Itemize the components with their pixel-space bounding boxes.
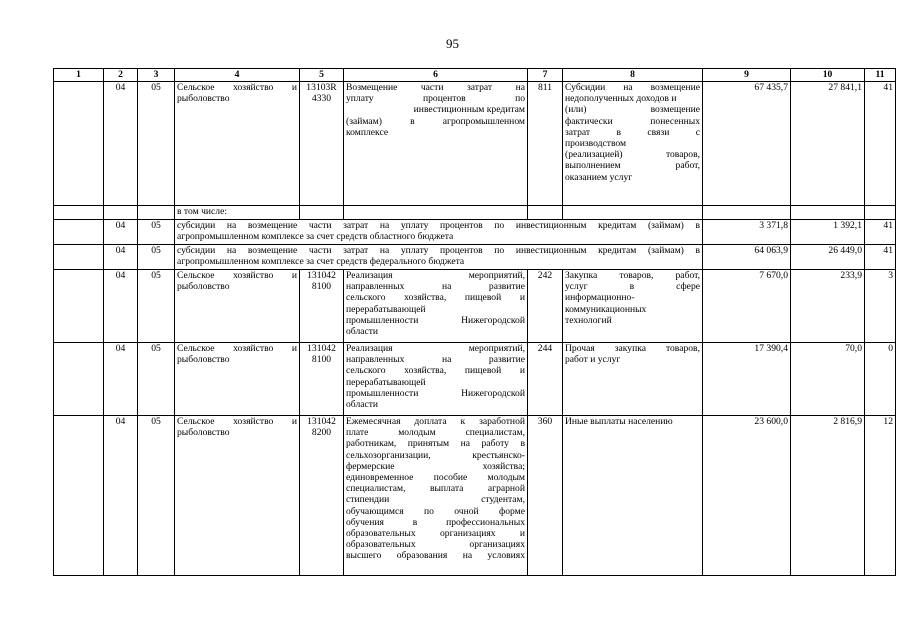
table-row: [54, 220, 896, 245]
cell-percent: 0: [865, 343, 896, 416]
cell-section: 04: [104, 416, 138, 576]
cell-expense-name: Закупка товаров, работ, услуг в сфере информационно- коммуникационных технологий: [563, 270, 703, 343]
col-header-4: 4: [175, 69, 300, 82]
cell-section-name: Сельское хозяйство и рыболовство: [175, 82, 300, 206]
cell-subsection: 05: [138, 220, 175, 245]
cell-target-code: 131042 8100: [300, 343, 344, 416]
cell-including-label: в том числе:: [175, 206, 300, 220]
cell-expense-code: 360: [528, 416, 563, 576]
cell-plan-amount: 64 063,9: [703, 245, 791, 270]
table-row: [54, 270, 896, 343]
table-row: [54, 343, 896, 416]
cell-percent: 41: [865, 245, 896, 270]
cell-percent: 12: [865, 416, 896, 576]
col-header-10: 10: [791, 69, 865, 82]
cell-percent: 3: [865, 270, 896, 343]
cell-plan-amount: 7 670,0: [703, 270, 791, 343]
cell-plan-amount: 3 371,8: [703, 220, 791, 245]
col-header-5: 5: [300, 69, 344, 82]
cell-expense-name: Иные выплаты населению: [563, 416, 703, 576]
cell-subsidy-description: субсидии на возмещение части затрат на уплату процентов по инвестиционным кредитам (займам) в агропромышленном комплексе за счет средств областного бюджета: [175, 220, 703, 245]
col-header-6: 6: [344, 69, 528, 82]
cell-section: 04: [104, 270, 138, 343]
cell-expense-code: 242: [528, 270, 563, 343]
cell-actual-amount: 27 841,1: [791, 82, 865, 206]
col-header-11: 11: [865, 69, 896, 82]
col-header-7: 7: [528, 69, 563, 82]
cell-actual-amount: 1 392,1: [791, 220, 865, 245]
cell-section: 04: [104, 82, 138, 206]
header-row: [54, 69, 896, 82]
cell-actual-amount: 26 449,0: [791, 245, 865, 270]
cell-target-name: Возмещение части затрат на уплату процентов по инвестиционным кредитам (займам) в агропромышленном комплексе: [344, 82, 528, 206]
cell-actual-amount: 2 816,9: [791, 416, 865, 576]
cell-target-name: Ежемесячная доплата к заработной плате молодым специалистам, работникам, принятым на работу в сельхозорганизации, крестьянско- фермерские хозяйства; единовременное пособие молодым специалистам, выплата аграрной стипендии студентам, обучающимся по очной форме обучения в профессиональных образовательных организациях и образовательных организациях высшего образования на условиях: [344, 416, 528, 576]
table-row: [54, 206, 896, 220]
cell-plan-amount: 23 600,0: [703, 416, 791, 576]
cell-section-name: Сельское хозяйство и рыболовство: [175, 343, 300, 416]
col-header-9: 9: [703, 69, 791, 82]
page-number: 95: [446, 36, 459, 51]
col-header-3: 3: [138, 69, 175, 82]
col-header-8: 8: [563, 69, 703, 82]
cell-target-name: Реализация мероприятий, направленных на развитие сельского хозяйства, пищевой и перерабатывающей промышленности Нижегородской области: [344, 270, 528, 343]
cell-subsidy-description: субсидии на возмещение части затрат на уплату процентов по инвестиционным кредитам (займам) в агропромышленном комплексе за счет средств федерального бюджета: [175, 245, 703, 270]
cell-actual-amount: 233,9: [791, 270, 865, 343]
cell-subsection: 05: [138, 416, 175, 576]
cell-percent: 41: [865, 220, 896, 245]
cell-target-code: 13103R 4330: [300, 82, 344, 206]
cell-section-name: Сельское хозяйство и рыболовство: [175, 416, 300, 576]
cell-expense-code: 811: [528, 82, 563, 206]
cell-expense-code: 244: [528, 343, 563, 416]
cell-section: 04: [104, 220, 138, 245]
cell-target-code: 131042 8100: [300, 270, 344, 343]
cell-actual-amount: 70,0: [791, 343, 865, 416]
table-row: [54, 416, 896, 576]
cell-subsection: 05: [138, 245, 175, 270]
cell-section: 04: [104, 343, 138, 416]
budget-table: [53, 68, 896, 576]
table-row: [54, 245, 896, 270]
cell-plan-amount: 17 390,4: [703, 343, 791, 416]
cell-section: 04: [104, 245, 138, 270]
cell-plan-amount: 67 435,7: [703, 82, 791, 206]
cell-target-code: 131042 8200: [300, 416, 344, 576]
cell-percent: 41: [865, 82, 896, 206]
cell-expense-name: Прочая закупка товаров, работ и услуг: [563, 343, 703, 416]
cell-expense-name: Субсидии на возмещение недополученных доходов и (или) возмещение фактически понесенных затрат в связи с производством (реализацией) товаров, выполнением работ, оказанием услуг: [563, 82, 703, 206]
cell-section-name: Сельское хозяйство и рыболовство: [175, 270, 300, 343]
cell-target-name: Реализация мероприятий, направленных на развитие сельского хозяйства, пищевой и перерабатывающей промышленности Нижегородской области: [344, 343, 528, 416]
col-header-1: 1: [54, 69, 104, 82]
cell-subsection: 05: [138, 343, 175, 416]
col-header-2: 2: [104, 69, 138, 82]
table-row: [54, 82, 896, 206]
cell-subsection: 05: [138, 270, 175, 343]
cell-subsection: 05: [138, 82, 175, 206]
